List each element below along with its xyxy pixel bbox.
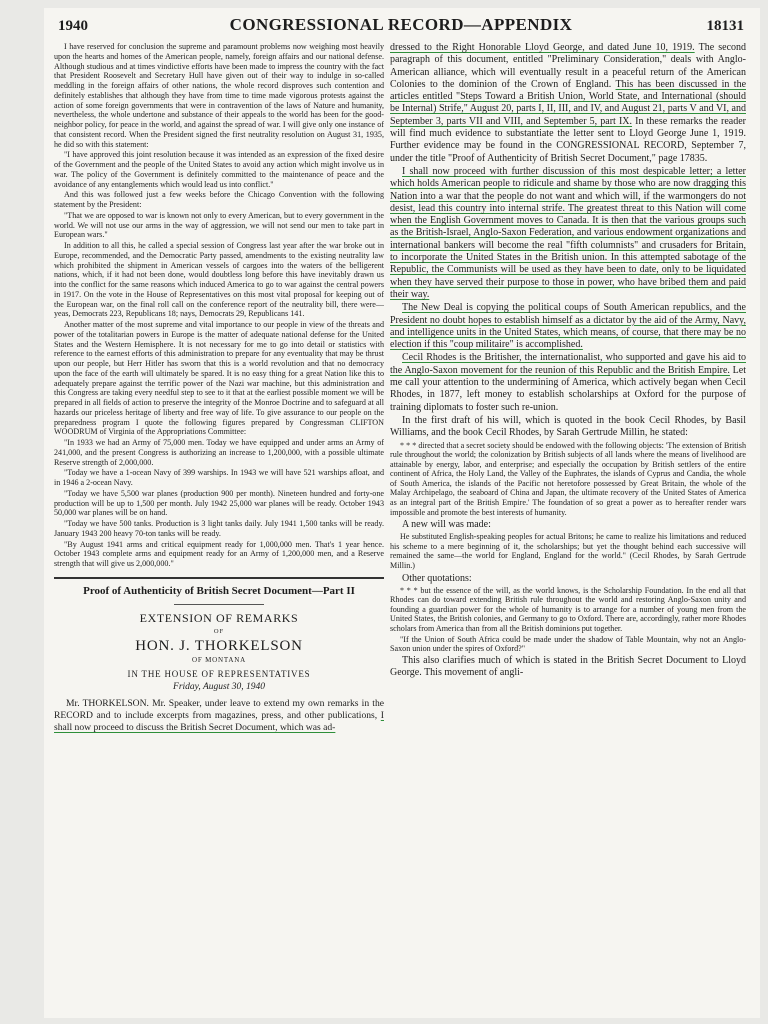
header-year: 1940 bbox=[58, 18, 88, 34]
paragraph: Another matter of the most supreme and vital importance to our people in view of the threats and power of the totalitarian powers in Europe is the matter of adequate national defense for the United States and the Western Hemisphere. It is not necessary for me to go into detail or statistics with reference to the earnest efforts of this administration to prepare for any eventuality that may be thrust upon our people, but Herr Hitler has sworn that this is a world revolution and that no democracy upon the face of the earth will ultimately be spared. It is no easy thing for a great Nation like this to adequately prepare against the terrific power of the Nazi war machine, but this administration and this Congress are taking every needful step to see to it that at the earliest possible moment we will be prepared in all fields of action to preserve the integrity of the Monroe Doctrine and to safeguard at all hazards our priceless heritage of liberty and free way of life. To give assurance to our people on the preparedness program I quote the following figures prepared by Congressman CLIFTON WOODRUM of Virginia of the Appropriations Committee: bbox=[54, 320, 384, 437]
closing-text bbox=[390, 655, 746, 680]
right-body bbox=[390, 42, 746, 440]
body-text: In these remarks the reader will find much evidence to substantiate the letter sent to Lloyd George June 1, 1919. Further evidence may be found in the CONGRESSIONAL RECORD, September 7, under the title "Proof of Authenticity of British Secret Document," page 17835. bbox=[390, 115, 746, 164]
speech-date: Friday, August 30, 1940 bbox=[173, 681, 265, 692]
will-quote: * * * but the essence of the will, as the world knows, is the Scholarship Foundation. In the end all that Rhodes can do toward extending British rule throughout the world and restoring Anglo-Saxon unity and founding a guardian power for the whole of humanity is to arrange for a number of young men from the United States, the British colonies, and Germany to go to Oxford. There are, accordingly, rather more Rhodes scholars from America than from all the British dominions put together. bbox=[390, 585, 746, 633]
underlined-text: dressed to the Right Honorable Lloyd George, and dated June 10, 1919. bbox=[390, 42, 695, 53]
quote-paragraph: "By August 1941 arms and critical equipment ready for 1,000,000 men. That's 1 year hence. October 1943 complete arms and equipment ready for an Army of 1,200,000 men, and a Reserve strength that will give us 2,000,000." bbox=[54, 539, 384, 568]
underlined-text: This has been discussed in the articles entitled "Steps Toward a British Union, World State, and International (should be Internal) Strife," August 20, parts I, II, III, and IV, and August 21, parts V and VI, and September 3, parts VII and VIII, and September 5, part IX. bbox=[390, 78, 746, 127]
will-quote: * * * directed that a secret society should be endowed with the following objects: 'The extension of British rule throughout the world; the colonization by British subjects of all lands where the means of livelihood are attainable by energy, labor, and enterprise; and especially the occupation by British settlers of the entire continent of Africa, the Holy Land, the Valley of the Euphrates, the islands of Cyprus and Candia, the whole of South America, the islands of the Pacific not heretofore possessed by Great Britain, the whole of the Malay Archipelago, the seaboard of China and Japan, the ultimate recovery of the United States of America as an integral part of the British Empire.' The foundation of so great a power as to hereafter render wars impossible and promote the best interests of humanity. bbox=[390, 440, 746, 517]
section-title: Proof of Authenticity of British Secret Document—Part II bbox=[83, 584, 355, 597]
quote-paragraph: "Today we have 500 tanks. Production is 3 light tanks daily. July 1941 1,500 tanks will be ready. January 1943 200 heavy 70-ton tanks will be ready. bbox=[54, 519, 384, 538]
quote-paragraph: "Today we have 5,500 war planes (production 900 per month). Nineteen hundred and forty-one production will be up to 1,500 per month. July 1942 25,000 war planes will be ready. October 1943 50,000 war planes will be on hand. bbox=[54, 488, 384, 518]
underlined-text: I shall now proceed to discuss the British Secret Document, which was ad- bbox=[54, 709, 384, 734]
quote-block bbox=[390, 441, 746, 518]
member-state: OF MONTANA bbox=[192, 655, 246, 664]
quote-paragraph: "I have approved this joint resolution because it was intended as an expression of the fixed desire of the Government and the people of the United States to avoid any action which might involve us in war. The policy of the Government is definitely committed to the maintenance of peace and the avoidance of any entanglements which would lead us into conflict." bbox=[54, 150, 384, 189]
document-page bbox=[44, 8, 760, 1018]
member-name: HON. J. THORKELSON bbox=[135, 637, 303, 654]
chamber-label: IN THE HOUSE OF REPRESENTATIVES bbox=[127, 668, 311, 679]
body-text: The second paragraph of this document, entitled "Preliminary Consideration," deals with Anglo-American alliance, which will eventually result in a peaceful return of the American Colonies to the dominion of the Crown of England. bbox=[390, 42, 746, 90]
will-quote: He substituted English-speaking peoples for actual Britons; he came to realize his limitations and reduced his scheme to a mere beginning of it, the scholarships; but yet the thought behind each successive will remained the same—the world for England, England for the world." (Cecil Rhodes, by Sarah Gertrude Millin.) bbox=[390, 532, 746, 571]
quote-paragraph: "In 1933 we had an Army of 75,000 men. Today we have equipped and under arms an Army of 241,000, and the present Congress is authorizing an increase to 1,200,000, with a possible ultimate Reserve strength of 2,000,000. bbox=[54, 438, 384, 467]
body-text: Let me call your attention to the undermining of America, which actively began when Cecil Rhodes, in 1877, left money to establish scholarships at Oxford for the purpose of training diplomats to foster such re-union. bbox=[390, 364, 746, 413]
quote-label: A new will was made: bbox=[402, 519, 491, 531]
quote-block bbox=[390, 532, 746, 570]
paragraph: I have reserved for conclusion the supreme and paramount problems now weighing most heavily upon the hearts and homes of the American people, namely, foreign affairs and our national defense. Although studious and at times vindictive efforts have been made to impress the country with the fact that President Roosevelt and Secretary Hull have given out of their way to indulge in so-called meddling in the foreign affairs of other nations, the whole record disproves such contention and definitely establishes that although they have from time to time made vigorous protests against the action of some foreign governments that were in contravention of the laws of Nature and humanity, nevertheless, the whole undertone and substance of their appeals to the world has been for the good-neighbor policy, for peace in the world, and against the spread of war. I will give only one instance of that consistent record. When the President signed the first neutrality resolution on August 31, 1935, he did so with this statement: bbox=[54, 42, 384, 149]
underlined-text: Cecil Rhodes is the Britisher, the internationalist, who supported and gave his aid to the Anglo-Saxon movement for the reunion of this Republic and the British Empire. bbox=[390, 352, 746, 376]
quote-label: Other quotations: bbox=[402, 572, 472, 584]
will-quote: "If the Union of South Africa could be made under the shadow of Table Mountain, why not an Anglo-Saxon union under the spires of Oxford?" bbox=[390, 634, 746, 654]
underlined-text: I shall now proceed with further discussion of this most despicable letter; a letter which holds American people to ridicule and shame by those who are now dragging this Nation into a war that the people do not want and which will, if the warmongers do not desist, lead this country into internal strife. The greatest threat to this Nation will come when the English Government moves to Canada. It is then that the various groups such as the British-Israel, Anglo-Saxon Federation, and various endowment organizations and international bankers will become the real "fifth columnists" and crusaders for Britain, to incorporate the United States in the British union. In this attempted sabotage of the Republic, the Communists will be used as they have been to date, only to be liquidated when they have served their purpose to those in power, who have bribed them and paid their way. bbox=[390, 165, 746, 300]
header-page-number: 18131 bbox=[706, 18, 744, 34]
extension-heading: EXTENSION OF REMARKS bbox=[139, 610, 299, 625]
left-body bbox=[54, 42, 384, 569]
page-header bbox=[54, 14, 748, 38]
speech-opening bbox=[54, 698, 384, 735]
paragraph: And this was followed just a few weeks before the Chicago Convention with the following statement by the President: bbox=[54, 190, 384, 209]
underlined-text: The New Deal is copying the political coups of South American republics, and the President no doubt hopes to establish himself as a dictator by the aid of the Army, Navy, and intelligence units in the United States, which means, of course, that there may be no election if this "coup militaire" is accomplished. bbox=[390, 302, 746, 351]
paragraph: In the first draft of his will, which is quoted in the book Cecil Rhodes, by Basil Williams, and the book Cecil Rhodes, by Sarah Gertrude Millin, he stated: bbox=[390, 414, 746, 439]
section-divider bbox=[54, 577, 384, 579]
of-label: OF bbox=[213, 627, 225, 635]
paragraph: In addition to all this, he called a special session of Congress last year after the war broke out in Europe, recommended, and the Democratic Party passed, amendments to the existing neutrality law which prohibited the shipment in American vessels of cargoes into the waters of the belligerent nations, which, if it had not been done, would doubtless long before this have inevitably drawn us into the conflict for the same reasons which induced America to go to war against the central powers in 1917. On the vote in the House of Representatives on this most vital proposal for keeping out of the European war, on the final roll call on the conference report of the neutrality bill, there were—yeas, Democrats 223, Republicans 18; nays, Democrats 29, Republicans 141. bbox=[54, 241, 384, 319]
opening-text: Mr. THORKELSON. Mr. Speaker, under leave to extend my own remarks in the RECORD and to include excerpts from magazines, press, and other publications, bbox=[54, 697, 384, 721]
paragraph: This also clarifies much of which is stated in the British Secret Document to Lloyd George. This movement of angli- bbox=[390, 654, 746, 679]
right-column bbox=[390, 42, 746, 1012]
quote-paragraph: "That we are opposed to war is known not only to every American, but to every government in the world. We will not use our arms in the way of aggression, we will not send our men to take part in European wars." bbox=[54, 210, 384, 240]
quote-block bbox=[390, 586, 746, 654]
left-column bbox=[54, 42, 384, 1012]
title-rule bbox=[174, 604, 264, 605]
header-title: CONGRESSIONAL RECORD—APPENDIX bbox=[229, 15, 573, 34]
quote-paragraph: "Today we have a 1-ocean Navy of 399 warships. In 1943 we will have 521 warships afloat, and in 1946 a 2-ocean Navy. bbox=[54, 468, 384, 487]
